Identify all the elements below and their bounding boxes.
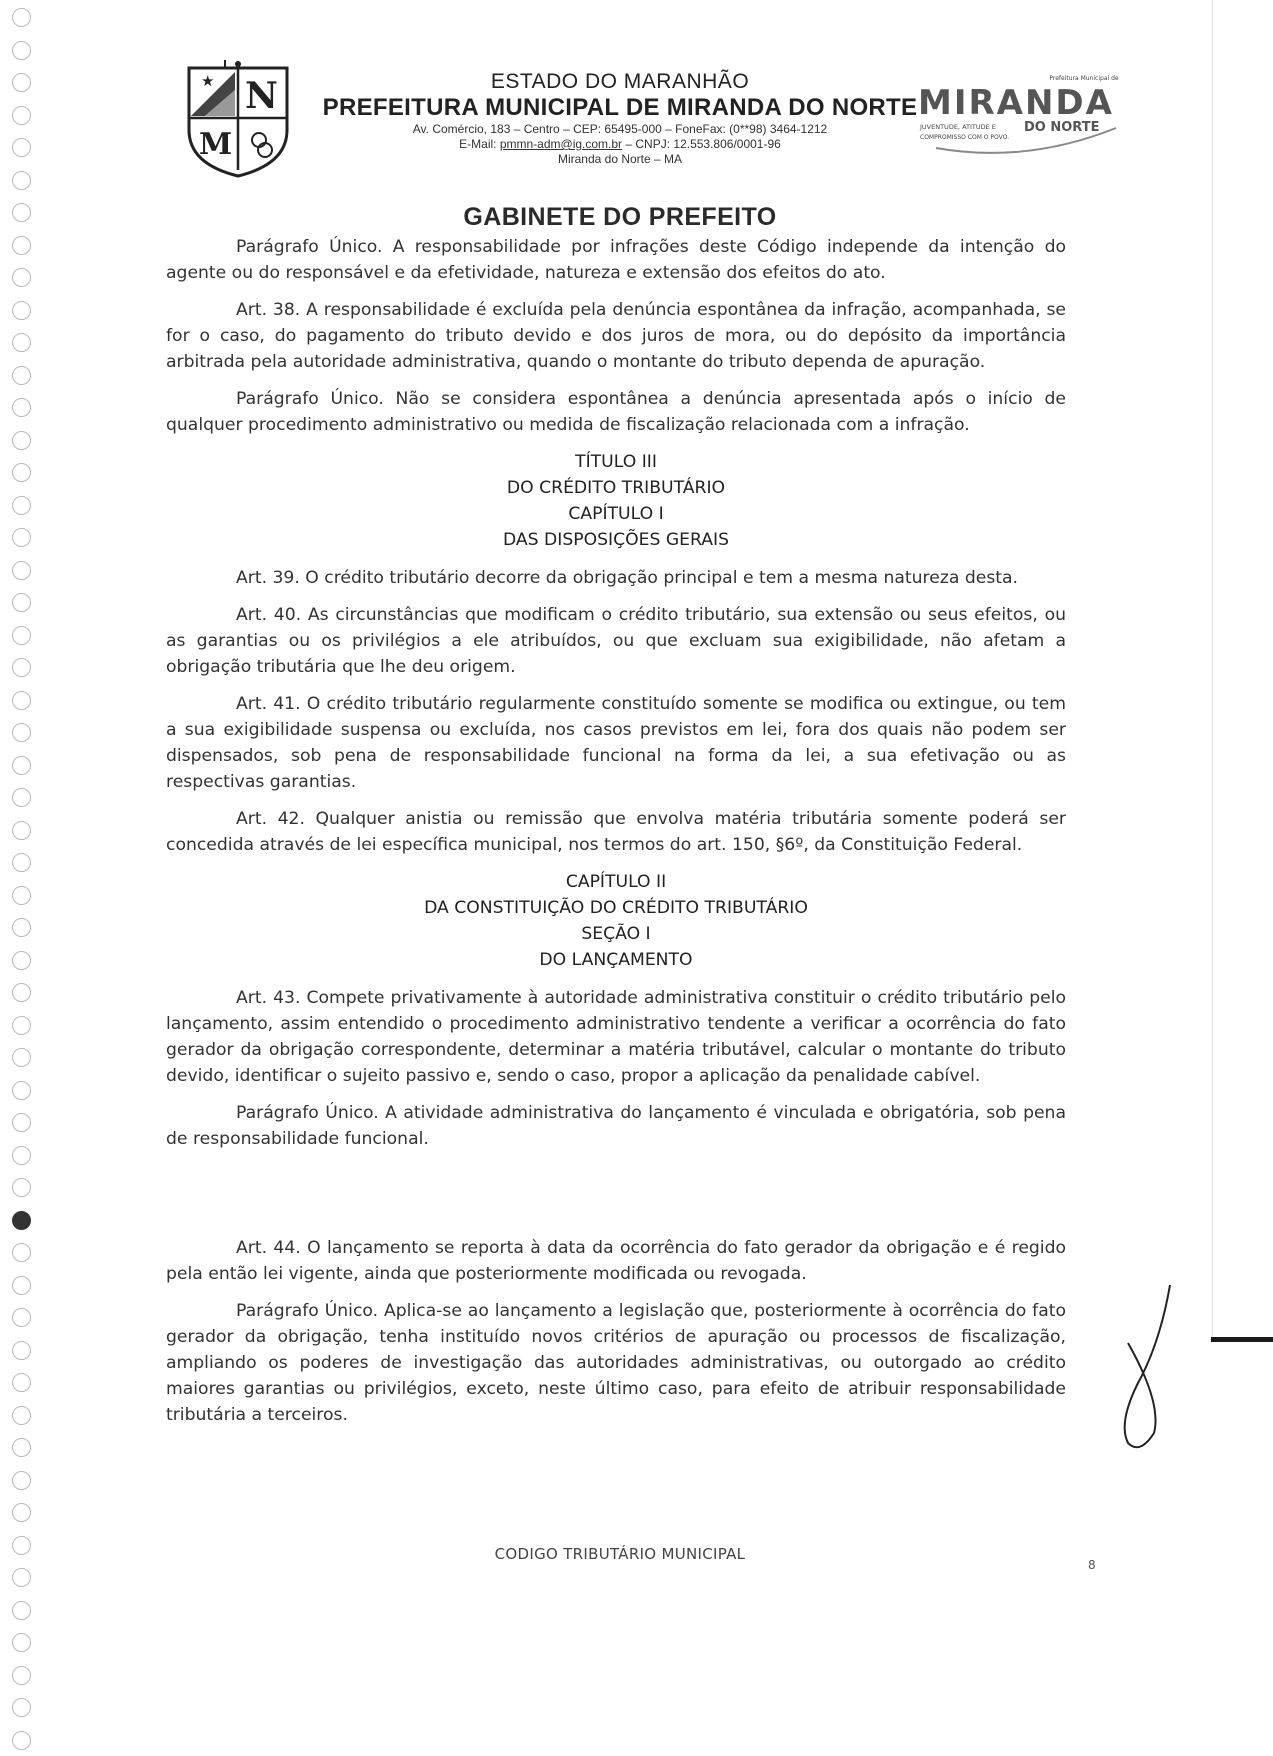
article-42: Art. 42. Qualquer anistia ou remissão que envolva matéria tributária somente poderá ser concedida através de lei específica municipal, nos termos do art. 150, §6º, da Constituição Federal. (166, 809, 1066, 855)
binding-holes (6, 0, 36, 1756)
binding-hole (12, 918, 31, 937)
binding-hole (12, 821, 31, 840)
binding-hole (12, 1276, 31, 1295)
binding-hole (12, 1471, 31, 1490)
binding-hole (12, 41, 31, 60)
svg-text:★: ★ (201, 72, 215, 90)
binding-hole (12, 431, 31, 450)
binding-hole (12, 1016, 31, 1035)
article-43: Art. 43. Compete privativamente à autoridade administrativa constituir o crédito tributário pelo lançamento, assim entendido o procedimento administrativo tendente a verificar a ocorrência do fato gerador da obrigação correspondente, determinar a matéria tributável, calcular o montante do tributo devido, identificar o sujeito passivo e, sendo o caso, propor a aplicação da penalidade cabível. (166, 988, 1066, 1086)
document-body (166, 234, 1066, 1439)
logo-sub2: COMPROMISSO COM O POVO. (920, 134, 1010, 141)
binding-hole (12, 333, 31, 352)
binding-hole (12, 1568, 31, 1587)
crest-letter-n: N (245, 75, 278, 117)
binding-hole (12, 886, 31, 905)
binding-hole (12, 1406, 31, 1425)
page-number: 8 (1088, 1558, 1096, 1572)
article-39: Art. 39. O crédito tributário decorre da obrigação principal e tem a mesma natureza desta. (236, 568, 1019, 588)
email-link[interactable]: pmmn-adm@ig.com.br (499, 137, 623, 151)
binding-hole (12, 983, 31, 1002)
binding-hole (12, 756, 31, 775)
handwritten-rubric-icon (1108, 1283, 1188, 1453)
logo-top-text: Prefeitura Municipal de (1049, 75, 1119, 82)
email-label: E-Mail: (459, 137, 500, 151)
binding-hole (12, 1633, 31, 1652)
page-edge-line (1212, 0, 1213, 1337)
binding-hole (12, 1211, 31, 1230)
binding-hole (12, 1731, 31, 1750)
binding-hole (12, 1081, 31, 1100)
binding-hole (12, 1048, 31, 1067)
binding-hole (12, 951, 31, 970)
binding-hole (12, 463, 31, 482)
prefecture-name: PREFEITURA MUNICIPAL DE MIRANDA DO NORTE (322, 94, 918, 121)
city-line: Miranda do Norte – MA (557, 152, 683, 166)
logo-sub1: JUVENTUDE, ATITUDE E (920, 123, 996, 131)
binding-hole (12, 788, 31, 807)
page-edge-mark (1211, 1337, 1273, 1342)
binding-hole (12, 203, 31, 222)
binding-hole (12, 301, 31, 320)
binding-hole (12, 73, 31, 92)
paragraph-unico-4: Parágrafo Único. Aplica-se ao lançamento a legislação que, posteriormente à ocorrência do fato gerador da obrigação, tenha instituído novos critérios de apuração ou processos de fiscalização, ampliando os poderes de investigação das autoridades administrativas, ou outorgado ao crédito maiores garantias ou privilégios, exceto, neste último caso, para efeito de atribuir responsabilidade tributária a terceiros. (166, 1301, 1066, 1425)
binding-hole (12, 236, 31, 255)
article-44: Art. 44. O lançamento se reporta à data da ocorrência do fato gerador da obrigação e é regido pela então lei vigente, ainda que posteriormente modificada ou revogada. (166, 1238, 1066, 1284)
section-i-name: DO LANÇAMENTO (539, 950, 693, 970)
binding-hole (12, 366, 31, 385)
binding-hole (12, 1601, 31, 1620)
binding-hole (12, 398, 31, 417)
title-iii-name: DO CRÉDITO TRIBUTÁRIO (506, 478, 726, 498)
binding-hole (12, 106, 31, 125)
cnpj: – CNPJ: 12.553.806/0001-96 (622, 137, 781, 151)
binding-hole (12, 1146, 31, 1165)
miranda-logo-icon (916, 68, 1126, 164)
binding-hole (12, 8, 31, 27)
state-name: ESTADO DO MARANHÃO (490, 70, 750, 93)
paragraph-unico-3: Parágrafo Único. A atividade administrativa do lançamento é vinculada e obrigatória, sob pena de responsabilidade funcional. (166, 1103, 1066, 1149)
address-line: Av. Comércio, 183 – Centro – CEP: 65495-000 – FoneFax: (0**98) 3464-1212 (412, 122, 828, 136)
binding-hole (12, 1308, 31, 1327)
crest-letter-m: M (199, 127, 233, 162)
binding-hole (12, 853, 31, 872)
binding-hole (12, 561, 31, 580)
contact-line (300, 137, 940, 152)
binding-hole (12, 1666, 31, 1685)
article-38: Art. 38. A responsabilidade é excluída pela denúncia espontânea da infração, acompanhada, se for o caso, do pagamento do tributo devido e dos juros de mora, ou do depósito da importância arbitrada pela autoridade administrativa, quando o montante do tributo dependa de apuração. (166, 300, 1066, 372)
footer-title: CODIGO TRIBUTÁRIO MUNICIPAL (494, 1545, 746, 1563)
paragraph-unico-2: Parágrafo Único. Não se considera espontânea a denúncia apresentada após o início de qualquer procedimento administrativo ou medida de fiscalização relacionada com a infração. (166, 389, 1066, 435)
binding-hole (12, 1438, 31, 1457)
logo-word: MIRANDA (918, 83, 1114, 123)
article-40: Art. 40. As circunstâncias que modificam o crédito tributário, sua extensão ou seus efeitos, ou as garantias ou os privilégios a ele atribuídos, ou que excluam sua exigibilidade, não afetam a obrigação tributária que lhe deu origem. (166, 605, 1066, 677)
binding-hole (12, 1503, 31, 1522)
binding-hole (12, 593, 31, 612)
title-iii: TÍTULO III (575, 452, 657, 472)
binding-hole (12, 496, 31, 515)
binding-hole (12, 626, 31, 645)
binding-hole (12, 1178, 31, 1197)
letterhead (300, 70, 940, 167)
section-i: SEÇÃO I (581, 924, 651, 944)
chapter-i: CAPÍTULO I (568, 504, 664, 524)
title-heading-block (166, 449, 1066, 553)
binding-hole (12, 691, 31, 710)
binding-hole (12, 1373, 31, 1392)
article-41: Art. 41. O crédito tributário regularmente constituído somente se modifica ou extingue, ou tem a sua exigibilidade suspensa ou excluída, nos casos previstos em lei, fora dos quais não podem ser dispensados, sob pena de responsabilidade funcional na forma da lei, a sua efetivação ou as respectivas garantias. (166, 694, 1066, 792)
binding-hole (12, 1113, 31, 1132)
binding-hole (12, 268, 31, 287)
logo-dn: DO NORTE (1024, 120, 1100, 135)
binding-hole (12, 138, 31, 157)
binding-hole (12, 1698, 31, 1717)
binding-hole (12, 1341, 31, 1360)
paragraph-unico-1: Parágrafo Único. A responsabilidade por infrações deste Código independe da intenção do agente ou do responsável e da efetividade, natureza e extensão dos efeitos do ato. (166, 237, 1066, 283)
binding-hole (12, 528, 31, 547)
chapter-heading-block (166, 869, 1066, 973)
binding-hole (12, 1536, 31, 1555)
binding-hole (12, 658, 31, 677)
chapter-ii-name: DA CONSTITUIÇÃO DO CRÉDITO TRIBUTÁRIO (424, 898, 808, 918)
binding-hole (12, 171, 31, 190)
binding-hole (12, 723, 31, 742)
chapter-i-name: DAS DISPOSIÇÕES GERAIS (502, 530, 730, 550)
municipal-crest-icon (185, 60, 291, 178)
blank-gap (166, 1163, 1066, 1235)
binding-hole (12, 1243, 31, 1262)
office-title: GABINETE DO PREFEITO (463, 203, 777, 231)
chapter-ii: CAPÍTULO II (565, 872, 667, 892)
